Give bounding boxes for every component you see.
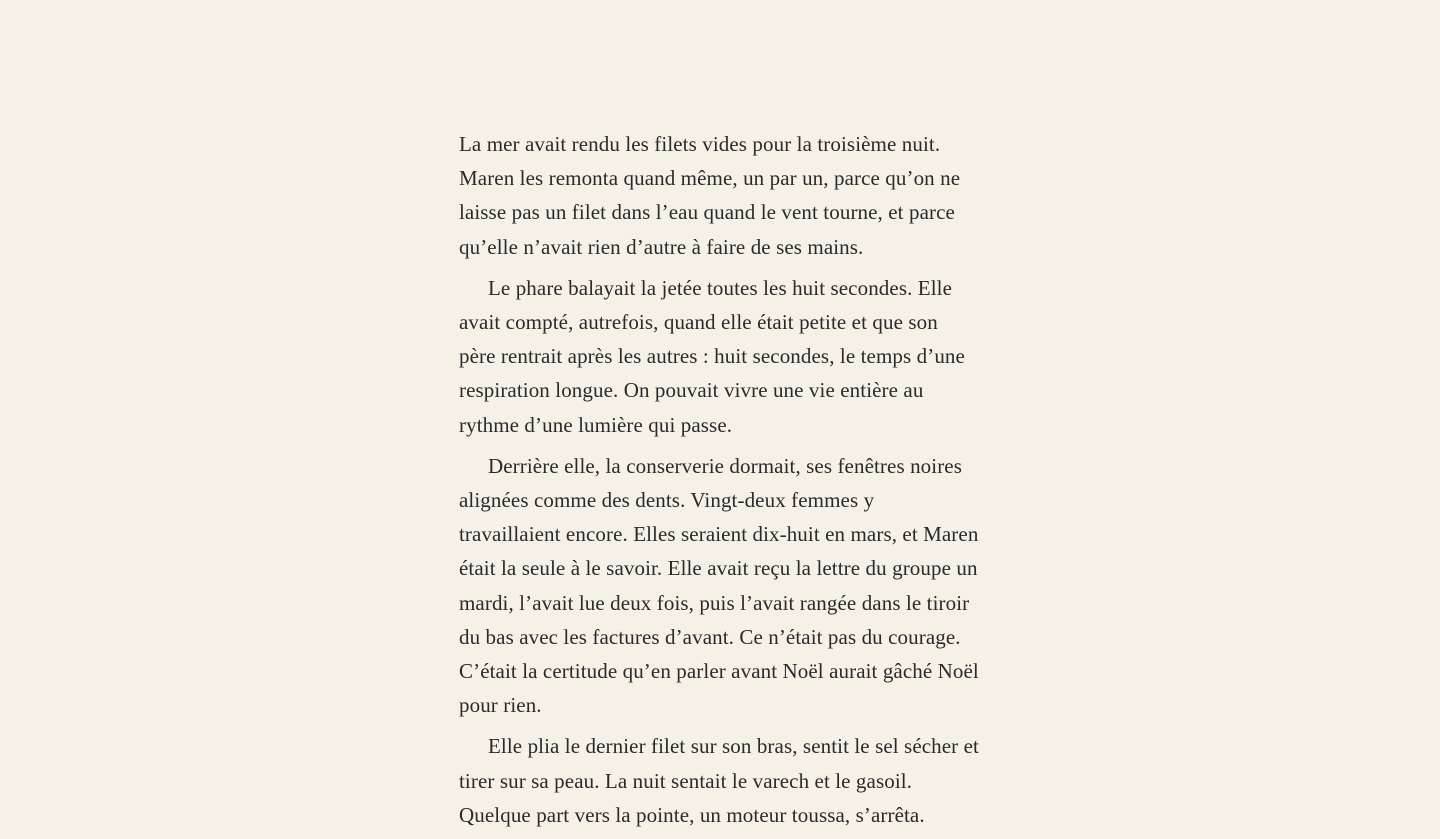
- paragraph-1: La mer avait rendu les filets vides pour la troisième nuit. Maren les remonta quand même, un par un, parce qu’on ne laisse pas un filet dans l’eau quand le vent tourne, et parce qu’elle n’avait rien d’autre à faire de ses mains.: [459, 132, 961, 259]
- paragraph-4: Elle plia le dernier filet sur son bras, sentit le sel sécher et tirer sur sa peau. La nuit sentait le varech et le gasoil. Quelque part vers la pointe, un moteur toussa, s’arrêta.: [459, 734, 979, 827]
- paragraph-2: Le phare balayait la jetée toutes les huit secondes. Elle avait compté, autrefois, quand elle était petite et que son père rentrait après les autres : huit secondes, le temps d’une respiration longue. On pouvait vivre une vie entière au rythme d’une lumière qui passe.: [459, 275, 965, 437]
- paragraph-3: Derrière elle, la conserverie dormait, ses fenêtres noires alignées comme des dents. Vingt-deux femmes y travaillaient encore. Elles seraient dix-huit en mars, et Maren était la seule à le savoir. Elle avait reçu la lettre du groupe un mardi, l’avait lue deux fois, puis l’avait rangée dans le tiroir du bas avec les factures d’avant. Ce n’était pas du courage. C’était la certitude qu’en parler avant Noël aurait gâché Noël pour rien.: [459, 453, 979, 718]
- story-text: [459, 127, 979, 839]
